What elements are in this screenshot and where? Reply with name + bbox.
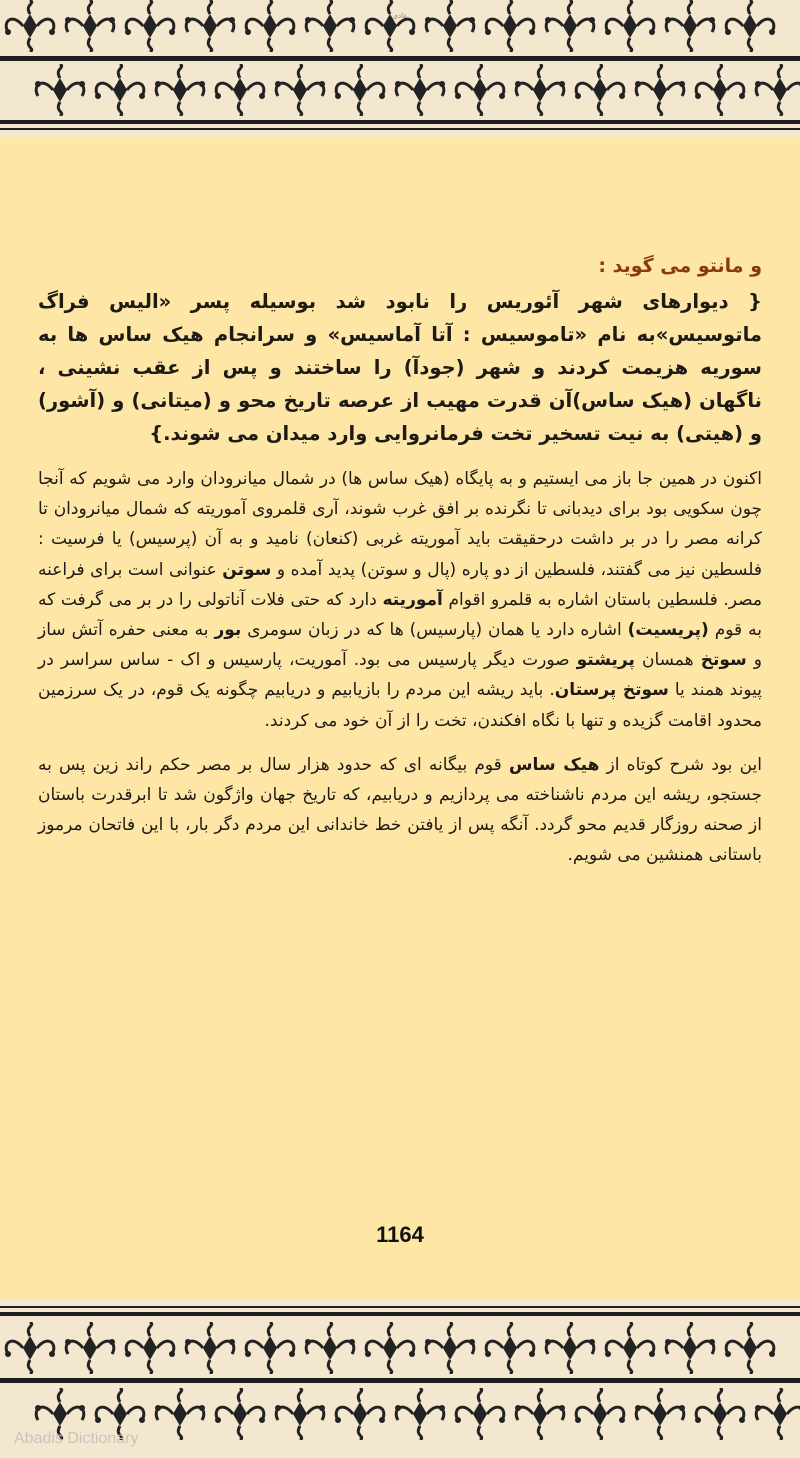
border-line — [0, 128, 800, 130]
ornament-motif — [605, 0, 655, 52]
ornament-motif — [365, 0, 415, 52]
watermark: Abadis Dictionary — [14, 1430, 139, 1447]
ornament-row-top-2 — [0, 64, 800, 116]
text-run: . باید ریشه این مردم را بازیابیم و دریابیم چگونه یک قوم، در یک سرزمین محدود اقامت گزیده و تنها با نگاه افکندن، تخت را از آن خود می کردند. — [38, 680, 762, 731]
ornament-motif — [65, 0, 115, 52]
border-line — [0, 120, 800, 124]
text-run: همسان — [634, 650, 701, 671]
ornament-motif — [155, 64, 205, 116]
ornament-motif — [65, 1322, 115, 1374]
ornament-motif — [305, 1322, 355, 1374]
ornament-motif — [575, 64, 625, 116]
text-run: این بود شرح کوتاه از — [599, 754, 762, 775]
top-ornament-border — [0, 0, 800, 138]
paragraph-2 — [38, 750, 762, 871]
ornament-motif — [755, 1388, 800, 1440]
ornament-motif — [185, 0, 235, 52]
ornament-motif — [545, 1322, 595, 1374]
ornament-motif — [215, 64, 265, 116]
ornament-motif — [665, 1322, 715, 1374]
text-run: دارد که حتی فلات آناتولی را در بر می گرفت که به قوم — [38, 589, 762, 641]
text-run: قوم بیگانه ای که حدود هزار سال بر مصر حکم راند زین پس به جستجو، ریشه این مردم ناشناخته می پردازیم و دریابیم، که تاریخ جهان واژگون شد تا ابرقدرت باستان از صحنه روزگار قدیم محو گردد. آنگه پس از یافتن خط خاندانی این مردم دگر بار، با این فاتحان مرموز باستانی همنشین می شویم. — [38, 754, 762, 866]
ornament-motif — [515, 1388, 565, 1440]
quote-paragraph: { دیوارهای شهر آئوریس را نابود شد بوسیله پسر «الیس فراگ ماتوسیس»به نام «تاموسیس : آتا آماسیس» و سرانجام هیک ساس ها به سوریه هزیمت کردند و شهر (جودآ) را ساختند و پس از عقب نشینی ، ناگهان (هیک ساس)آن قدرت مهیب از عرصه تاریخ محو و (میتانی) و (آشور) و (هیتی) به نیت تسخیر تخت فرمانروایی وارد میدان می شوند.} — [38, 290, 762, 445]
ornament-motif — [605, 1322, 655, 1374]
ornament-motif — [695, 64, 745, 116]
ornament-motif — [395, 1388, 445, 1440]
ornament-motif — [455, 64, 505, 116]
ornament-motif — [365, 1322, 415, 1374]
ornament-motif — [125, 0, 175, 52]
ornament-motif — [695, 1388, 745, 1440]
text-run: صورت دیگر پارسیس می بود. آموریت، پارسیس و اک - ساس سراسر در پیوند همند یا — [38, 650, 762, 701]
bold-term: سوتخ پرستان — [554, 680, 669, 701]
ornament-motif — [545, 0, 595, 52]
ornament-motif — [275, 1388, 325, 1440]
border-line — [0, 1306, 800, 1308]
bold-term: پریشتو — [576, 650, 635, 671]
border-line — [0, 56, 800, 61]
ornament-motif — [635, 64, 685, 116]
ornament-motif — [125, 1322, 175, 1374]
ornament-motif — [485, 1322, 535, 1374]
ornament-motif — [35, 64, 85, 116]
bold-term: سوتن — [222, 559, 272, 580]
intro-line: و مانتو می گوید : — [598, 255, 762, 277]
ornament-row-bottom-1 — [0, 1322, 800, 1374]
ornament-motif — [335, 64, 385, 116]
ornament-motif — [5, 0, 55, 52]
bold-term: سوتخ — [700, 650, 747, 671]
article-body — [38, 255, 762, 885]
ornament-motif — [665, 0, 715, 52]
border-line — [0, 1312, 800, 1316]
text-run: اشاره دارد یا همان (پارسیس) ها که در زبان سومری — [241, 620, 628, 641]
ornament-motif — [725, 0, 775, 52]
ornament-row-top-1 — [0, 0, 800, 52]
bold-term: هیک ساس — [508, 754, 600, 775]
bold-term: بور — [214, 620, 242, 641]
ornament-motif — [185, 1322, 235, 1374]
ornament-motif — [245, 0, 295, 52]
paragraph-1 — [38, 464, 762, 736]
ornament-motif — [635, 1388, 685, 1440]
ornament-motif — [95, 64, 145, 116]
border-line — [0, 1378, 800, 1383]
ornament-motif — [515, 64, 565, 116]
ornament-motif — [455, 1388, 505, 1440]
ornament-motif — [425, 1322, 475, 1374]
ornament-motif — [335, 1388, 385, 1440]
ornament-motif — [245, 1322, 295, 1374]
page-number: 1164 — [376, 1222, 424, 1247]
text-run: به معنی حفره آتش ساز و — [38, 620, 762, 671]
ornament-motif — [425, 0, 475, 52]
ornament-motif — [725, 1322, 775, 1374]
ornament-motif — [485, 0, 535, 52]
ornament-motif — [575, 1388, 625, 1440]
text-run: اکنون در همین جا باز می ایستیم و به پایگاه (هیک ساس ها) در شمال میانرودان وارد می شویم که آنجا چون سکویی بود برای دیدبانی تا نگرنده بر افق غرب شوند، آری قلمروی آموریته که شمال میانرودان تا کرانه مصر را در بر داشت درحقیقت باید آموریته غربی (کنعان) نامید و به آن (پرسیس) یا فرسیت : فلسطین نیز می گفتند، فلسطین از دو پاره (پال و سوتن) پدید آمده و — [38, 469, 762, 580]
ornament-motif — [305, 0, 355, 52]
ornament-motif — [215, 1388, 265, 1440]
ornament-motif — [755, 64, 800, 116]
ornament-motif — [5, 1322, 55, 1374]
ornament-motif — [395, 64, 445, 116]
ornament-motif — [155, 1388, 205, 1440]
text-run: عنوانی است برای فراعنه مصر. فلسطین باستان اشاره به قلمرو اقوام — [38, 559, 762, 610]
bold-term: (پریسیت) — [627, 620, 709, 641]
ornament-motif — [275, 64, 325, 116]
header-label: عادی — [392, 12, 408, 20]
bold-term: آموریته — [382, 589, 443, 610]
